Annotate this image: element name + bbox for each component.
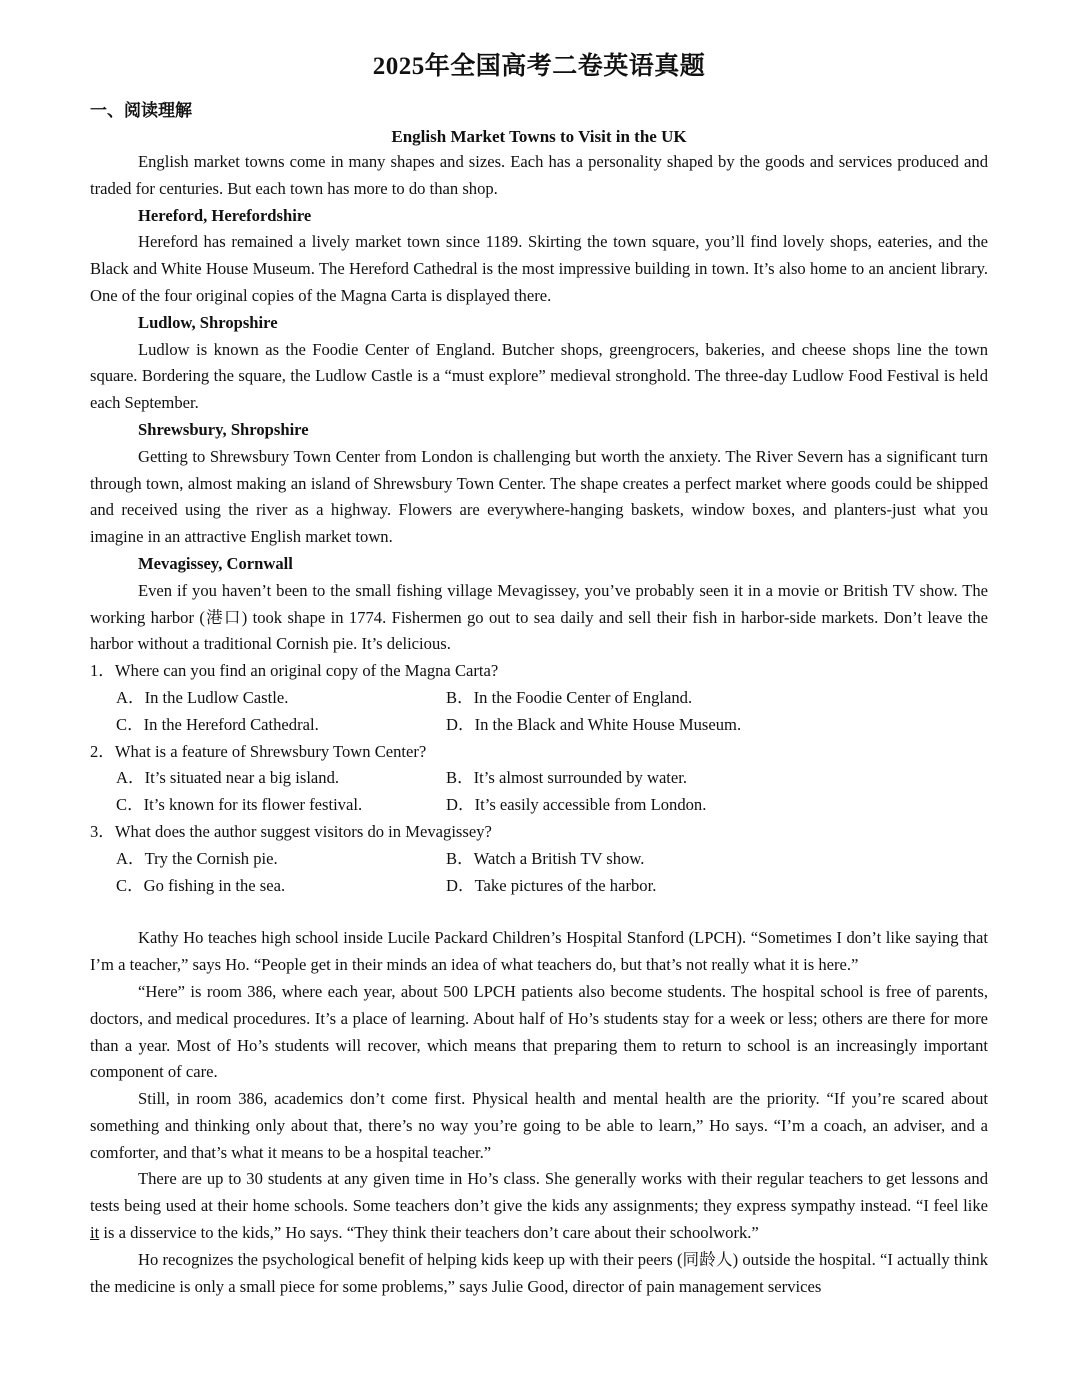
paragraph-text: There are up to 30 students at any given time in Ho’s class. She generally works with their regular teachers to get lessons and tests being used at their home schools. Some teachers don’t give the kids any assignments; they express sympathy instead. “I feel like	[90, 1169, 988, 1216]
question-stem: 2．What is a feature of Shrewsbury Town Center?	[90, 741, 427, 761]
underlined-word: it	[90, 1223, 100, 1243]
passage-gap	[90, 899, 988, 925]
passage-b-paragraph-1: Kathy Ho teaches high school inside Lucile Packard Children’s Hospital Stanford (LPCH). “Sometimes I don’t like saying that I’m a teacher,” says Ho. “People get in their minds an idea of what teachers do, but that’s not really what it is here.”	[90, 928, 988, 975]
passage-a-intro: English market towns come in many shapes and sizes. Each has a personality shaped by the goods and services produced and traded for centuries. But each town has more to do than shop.	[90, 152, 988, 198]
passage-b-paragraph-3: Still, in room 386, academics don’t come first. Physical health and mental health are the priority. “If you’re scared about something and thinking only about that, there’s no way you’re going to be able to learn,” Ho says. “I’m a coach, an adviser, and a comforter, and that’s what it means to be a hospital teacher.”	[90, 1089, 988, 1162]
question-options	[90, 846, 988, 900]
option-c: C．In the Hereford Cathedral.	[116, 714, 319, 734]
option-b: B．Watch a British TV show.	[446, 848, 645, 868]
option-b: B．In the Foodie Center of England.	[446, 687, 693, 707]
option-a: A．Try the Cornish pie.	[116, 848, 278, 868]
option-c: C．It’s known for its flower festival.	[116, 795, 363, 815]
town-text-ludlow: Ludlow is known as the Foodie Center of England. Butcher shops, greengrocers, bakeries, and cheese shops line the town square. Bordering the square, the Ludlow Castle is a “must explore” medieval stronghold. The three-day Ludlow Food Festival is held each September.	[90, 339, 988, 413]
town-text-hereford: Hereford has remained a lively market town since 1189. Skirting the town square, you’ll find lovely shops, eateries, and the Black and White House Museum. The Hereford Cathedral is the most impressive building in town. It’s also home to an ancient library. One of the four original copies of the Magna Carta is displayed there.	[90, 232, 988, 305]
passage-b-paragraph-5: Ho recognizes the psychological benefit of helping kids keep up with their peers (同龄人) outside the hospital. “I actually think the medicine is only a small piece for some problems,” says Julie Good, director of pain management services	[90, 1249, 988, 1296]
exam-title: 2025年全国高考二卷英语真题	[372, 53, 706, 80]
town-text-shrewsbury: Getting to Shrewsbury Town Center from London is challenging but worth the anxiety. The River Severn has a significant turn through town, almost making an island of Shrewsbury Town Center. The shape creates a perfect market where goods could be shipped and received using the river as a highway. Flowers are everywhere-hanging baskets, window boxes, and planters-just what you imagine in an attractive English market town.	[90, 446, 988, 547]
question-3	[90, 819, 988, 899]
question-1	[90, 658, 988, 738]
paragraph-text: is a disservice to the kids,” Ho says. “They think their teachers don’t care about their schoolwork.”	[99, 1223, 759, 1243]
town-text-mevagissey: Even if you haven’t been to the small fishing village Mevagissey, you’ve probably seen it in a movie or British TV show. The working harbor (港口) took shape in 1774. Fishermen go out to sea daily and sell their fish in harbor-side markets. Don’t leave the harbor without a traditional Cornish pie. It’s delicious.	[90, 580, 988, 654]
town-heading-ludlow: Ludlow, Shropshire	[138, 312, 278, 332]
passage-b-paragraph-2: “Here” is room 386, where each year, about 500 LPCH patients also become students. The hospital school is free of parents, doctors, and medical procedures. It’s a place of learning. About half of Ho’s students stay for a week or less; others are there for more than a year. Most of Ho’s students will recover, which means that preparing them to return to school is an increasingly important component of care.	[90, 981, 988, 1082]
option-d: D．In the Black and White House Museum.	[446, 714, 742, 734]
section-heading: 一、阅读理解	[90, 101, 192, 120]
town-heading-hereford: Hereford, Herefordshire	[138, 205, 312, 225]
question-stem: 3．What does the author suggest visitors do in Mevagissey?	[90, 821, 492, 841]
option-a: A．In the Ludlow Castle.	[116, 687, 289, 707]
option-d: D．Take pictures of the harbor.	[446, 875, 657, 895]
town-heading-mevagissey: Mevagissey, Cornwall	[138, 553, 293, 573]
question-options	[90, 685, 988, 739]
question-2	[90, 739, 988, 819]
option-c: C．Go fishing in the sea.	[116, 875, 286, 895]
option-d: D．It’s easily accessible from London.	[446, 795, 707, 815]
option-a: A．It’s situated near a big island.	[116, 768, 340, 788]
option-b: B．It’s almost surrounded by water.	[446, 768, 688, 788]
passage-b-paragraph-4	[90, 1166, 988, 1246]
question-stem: 1．Where can you find an original copy of the Magna Carta?	[90, 661, 499, 681]
passage-a-title: English Market Towns to Visit in the UK	[391, 127, 687, 146]
town-heading-shrewsbury: Shrewsbury, Shropshire	[138, 419, 309, 439]
question-options	[90, 765, 988, 819]
